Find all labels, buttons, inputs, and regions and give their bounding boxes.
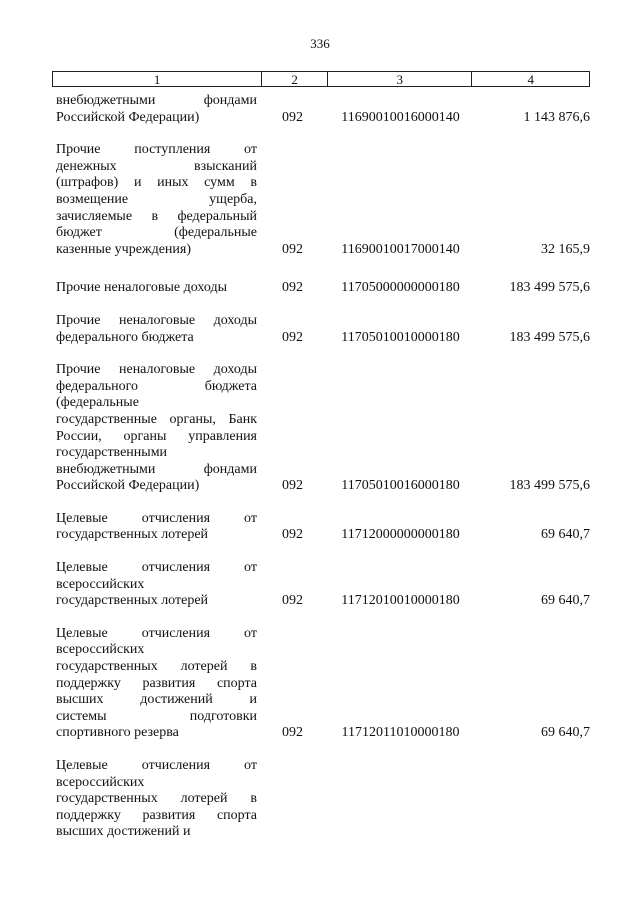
row-kbk: 11712000000000180 xyxy=(341,527,460,543)
row-amount: 69 640,7 xyxy=(541,527,590,543)
row-name-line: всероссийских xyxy=(56,774,145,790)
row-name-line: внебюджетными фондами xyxy=(56,93,257,108)
row-name xyxy=(52,93,257,126)
row-code: 092 xyxy=(282,593,303,609)
row-name-line: государственных лотерей в xyxy=(56,791,257,807)
row-name-line: Прочие неналоговые доходы xyxy=(56,280,228,296)
row-code: 092 xyxy=(282,109,303,125)
row-amount: 183 499 575,6 xyxy=(509,478,590,494)
row-amount: 1 143 876,6 xyxy=(523,109,590,125)
row-name xyxy=(52,313,257,346)
row-name-line: Прочие неналоговые доходы xyxy=(56,312,257,328)
row-name-line: государственными xyxy=(56,445,168,461)
row-name xyxy=(52,758,257,841)
page-number: 336 xyxy=(310,36,330,51)
row-code: 092 xyxy=(282,478,303,494)
row-name-line: Целевые отчисления от xyxy=(56,560,257,576)
row-name-line: высших достижений и xyxy=(56,824,191,840)
row-name-line: (штрафов) и иных сумм в xyxy=(56,175,257,191)
row-name-line: всероссийских xyxy=(56,642,145,658)
row-kbk: 11705010010000180 xyxy=(341,329,460,345)
row-amount: 69 640,7 xyxy=(541,725,590,741)
row-name-line: федерального бюджета xyxy=(56,378,257,394)
row-kbk: 11705000000000180 xyxy=(341,280,460,296)
row-kbk: 11690010017000140 xyxy=(341,241,460,257)
table-row xyxy=(52,93,590,126)
row-amount: 69 640,7 xyxy=(541,593,590,609)
row-name-line: возмещение ущерба, xyxy=(56,191,257,207)
row-name-line: государственных лотерей xyxy=(56,527,209,543)
row-code: 092 xyxy=(282,241,303,257)
table-row xyxy=(52,511,590,544)
header-col-1: 1 xyxy=(53,72,262,86)
row-name xyxy=(52,142,257,258)
table-row xyxy=(52,142,590,258)
row-name-line: зачисляемые в федеральный xyxy=(56,208,257,224)
row-name-line: системы подготовки xyxy=(56,708,257,724)
row-code: 092 xyxy=(282,725,303,741)
row-code: 092 xyxy=(282,329,303,345)
row-name xyxy=(52,362,257,495)
table-row xyxy=(52,313,590,346)
header-col-3: 3 xyxy=(328,72,472,86)
row-name xyxy=(52,280,257,297)
row-kbk: 11705010016000180 xyxy=(341,478,460,494)
row-name-line: федерального бюджета xyxy=(56,329,194,345)
row-name-line: государственные органы, Банк xyxy=(56,411,257,427)
row-name-line: Прочие поступления от xyxy=(56,142,257,158)
row-kbk: 11712010010000180 xyxy=(341,593,460,609)
row-name-line: Российской Федерации) xyxy=(56,478,200,494)
row-name-line: Прочие неналоговые доходы xyxy=(56,362,257,378)
row-name-line: денежных взысканий xyxy=(56,158,257,174)
row-name-line: (федеральные xyxy=(56,395,139,411)
row-code: 092 xyxy=(282,527,303,543)
table-row xyxy=(52,560,590,610)
row-name-line: Целевые отчисления от xyxy=(56,758,257,773)
row-name-line: Целевые отчисления от xyxy=(56,510,257,526)
table-body xyxy=(52,93,590,857)
table-row xyxy=(52,280,590,297)
row-name-line: государственных лотерей в xyxy=(56,659,257,675)
table-row xyxy=(52,362,590,495)
row-name-line: высших достижений и xyxy=(56,692,257,708)
row-name-line: казенные учреждения) xyxy=(56,241,192,257)
row-kbk: 11690010016000140 xyxy=(341,109,460,125)
row-name xyxy=(52,511,257,544)
row-amount: 183 499 575,6 xyxy=(509,329,590,345)
table-header xyxy=(52,71,590,87)
row-kbk: 11712011010000180 xyxy=(341,725,460,741)
row-name-line: России, органы управления xyxy=(56,428,257,444)
header-col-2: 2 xyxy=(262,72,328,86)
row-name-line: спортивного резерва xyxy=(56,725,179,741)
row-name xyxy=(52,560,257,610)
header-col-4: 4 xyxy=(527,72,534,87)
row-name-line: Целевые отчисления от xyxy=(56,625,257,641)
row-name-line: поддержку развития спорта xyxy=(56,675,257,691)
row-code: 092 xyxy=(282,280,303,296)
row-name-line: всероссийских xyxy=(56,576,145,592)
row-name-line: государственных лотерей xyxy=(56,593,209,609)
table-row xyxy=(52,758,590,841)
table-row xyxy=(52,626,590,742)
row-amount: 183 499 575,6 xyxy=(509,280,590,296)
row-amount: 32 165,9 xyxy=(541,241,590,257)
row-name-line: внебюджетными фондами xyxy=(56,461,257,477)
row-name-line: поддержку развития спорта xyxy=(56,807,257,823)
row-name-line: бюджет (федеральные xyxy=(56,225,257,241)
row-name xyxy=(52,626,257,742)
row-name-line: Российской Федерации) xyxy=(56,109,200,125)
